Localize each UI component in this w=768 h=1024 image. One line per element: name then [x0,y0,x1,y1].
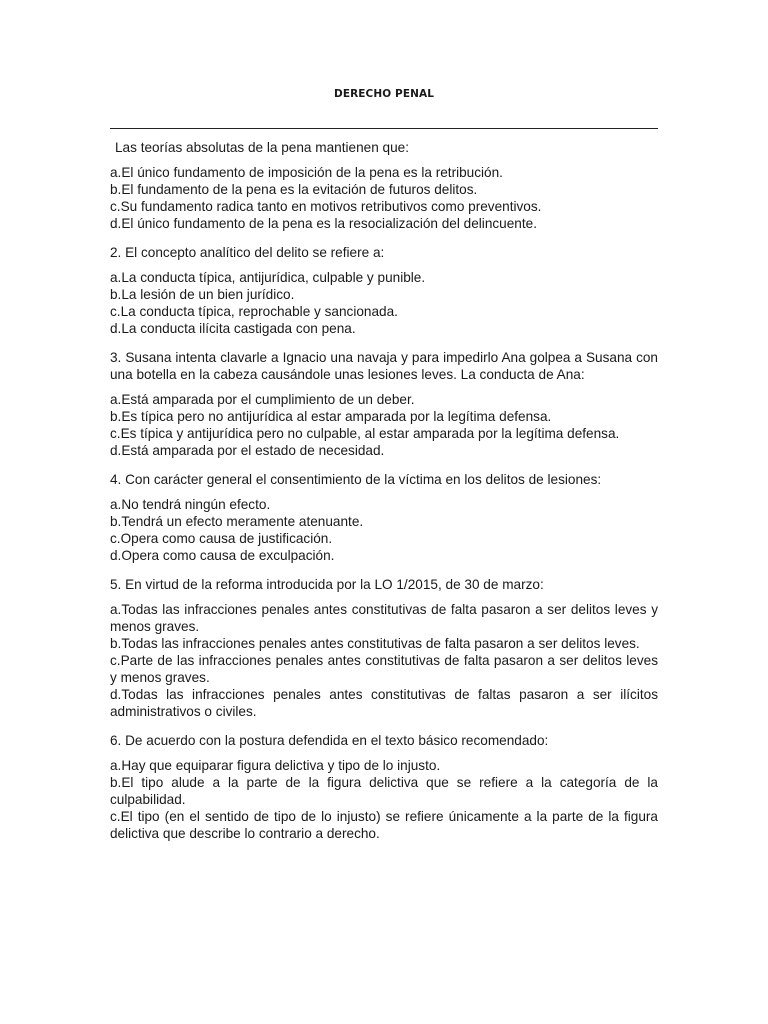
option-a: a.La conducta típica, antijurídica, culpable y punible. [110,270,426,285]
question-text: Las teorías absolutas de la pena mantienen que: [115,140,409,155]
option-a: a.Hay que equiparar figura delictiva y tipo de lo injusto. [110,758,441,773]
question-6 [110,732,658,842]
document-title: DERECHO PENAL [334,88,434,100]
option-list [110,757,658,842]
option-b: b.La lesión de un bien jurídico. [110,287,295,302]
option-b: b.Todas las infracciones penales antes constitutivas de falta pasaron a ser delitos leves. [110,636,640,651]
option-list [110,496,658,564]
document-body [110,139,658,854]
question-5 [110,576,658,720]
option-a: a.No tendrá ningún efecto. [110,497,271,512]
question-2 [110,244,658,337]
option-list [110,391,658,459]
option-c: c.Opera como causa de justificación. [110,531,333,546]
option-d: d.Todas las infracciones penales antes constitutivas de faltas pasaron a ser ilícitos administrativos o civiles. [110,687,658,719]
question-text: 6. De acuerdo con la postura defendida en el texto básico recomendado: [110,733,549,748]
option-d: d.La conducta ilícita castigada con pena. [110,321,356,336]
question-text: 5. En virtud de la reforma introducida por la LO 1/2015, de 30 de marzo: [110,577,544,592]
option-c: c.Parte de las infracciones penales antes constitutivas de falta pasaron a ser delitos leves y menos graves. [110,653,658,685]
question-text: 4. Con carácter general el consentimiento de la víctima en los delitos de lesiones: [110,472,602,487]
question-text: 3. Susana intenta clavarle a Ignacio una navaja y para impedirlo Ana golpea a Susana con una botella en la cabeza causándole unas lesiones leves. La conducta de Ana: [110,350,658,382]
option-list [110,164,658,232]
option-c: c.El tipo (en el sentido de tipo de lo injusto) se refiere únicamente a la parte de la figura delictiva que describe lo contrario a derecho. [110,809,658,841]
question-1 [110,139,658,232]
option-b: b.El fundamento de la pena es la evitación de futuros delitos. [110,182,478,197]
option-d: d.Opera como causa de exculpación. [110,548,335,563]
option-c: c.Es típica y antijurídica pero no culpable, al estar amparada por la legítima defensa. [110,426,620,441]
option-a: a.Está amparada por el cumplimiento de un deber. [110,392,415,407]
option-c: c.La conducta típica, reprochable y sancionada. [110,304,398,319]
option-b: b.Es típica pero no antijurídica al estar amparada por la legítima defensa. [110,409,552,424]
question-text: 2. El concepto analítico del delito se refiere a: [110,245,385,260]
option-a: a.El único fundamento de imposición de la pena es la retribución. [110,165,503,180]
option-b: b.Tendrá un efecto meramente atenuante. [110,514,364,529]
option-list [110,601,658,720]
option-list [110,269,658,337]
option-d: d.El único fundamento de la pena es la resocialización del delincuente. [110,216,537,231]
question-3 [110,349,658,459]
question-4 [110,471,658,564]
option-c: c.Su fundamento radica tanto en motivos retributivos como preventivos. [110,199,542,214]
title-divider [110,128,658,129]
option-d: d.Está amparada por el estado de necesidad. [110,443,385,458]
option-a: a.Todas las infracciones penales antes constitutivas de falta pasaron a ser delitos leves y menos graves. [110,602,658,634]
option-b: b.El tipo alude a la parte de la figura delictiva que se refiere a la categoría de la culpabilidad. [110,775,658,807]
